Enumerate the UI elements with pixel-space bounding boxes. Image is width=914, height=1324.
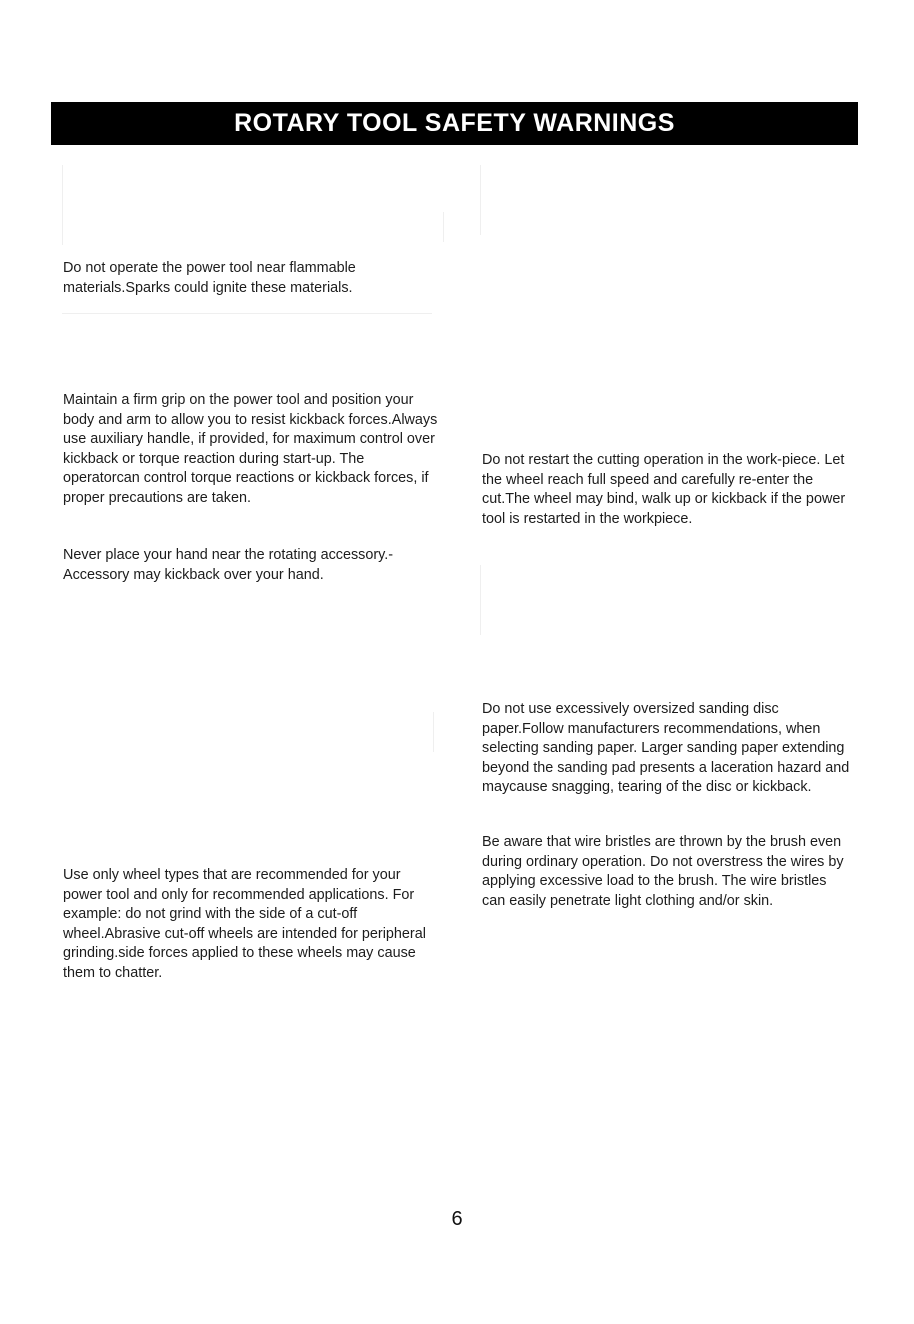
page-number: 6 [451, 1208, 463, 1230]
scan-artifact-line [443, 212, 444, 242]
scan-artifact-line [62, 313, 432, 314]
warning-hand-near-accessory: Never place your hand near the rotating accessory.-Accessory may kickback over your hand. [63, 547, 394, 583]
page-title: ROTARY TOOL SAFETY WARNINGS [234, 109, 675, 137]
scan-artifact-line [480, 565, 481, 635]
warning-sanding-disc: Do not use excessively oversized sanding disc paper.Follow manufacturers recommendations, when selecting sanding paper. Larger sanding paper extending beyond the sanding pad presents a laceration hazard and maycause snagging, tearing of the disc or kickback. [482, 701, 850, 795]
warning-restart-cutting: Do not restart the cutting operation in the work-piece. Let the wheel reach full speed and carefully re-enter the cut.The wheel may bind, walk up or kickback if the power tool is restarted in the workpiece. [482, 452, 846, 527]
warning-wire-bristles: Be aware that wire bristles are thrown by the brush even during ordinary operation. Do not overstress the wires by applying excessive load to the brush. The wire bristles can easily penetrate light clothing and/or skin. [482, 834, 844, 909]
scan-artifact-line [480, 165, 481, 235]
warning-flammable-materials: Do not operate the power tool near flammable materials.Sparks could ignite these materials. [63, 260, 356, 296]
section-title-bar [51, 102, 858, 145]
scan-artifact-line [433, 712, 434, 752]
warning-firm-grip: Maintain a firm grip on the power tool and position your body and arm to allow you to resist kickback forces.Always use auxiliary handle, if provided, for maximum control over kickback or torque reaction during start-up. The operatorcan control torque reactions or kickback forces, if proper precautions are taken. [63, 392, 438, 506]
scan-artifact-line [62, 165, 63, 245]
warning-wheel-types: Use only wheel types that are recommended for your power tool and only for recommended applications. For example: do not grind with the side of a cut-off wheel.Abrasive cut-off wheels are intended for peripheral grinding.side forces applied to these wheels may cause them to chatter. [63, 867, 426, 981]
